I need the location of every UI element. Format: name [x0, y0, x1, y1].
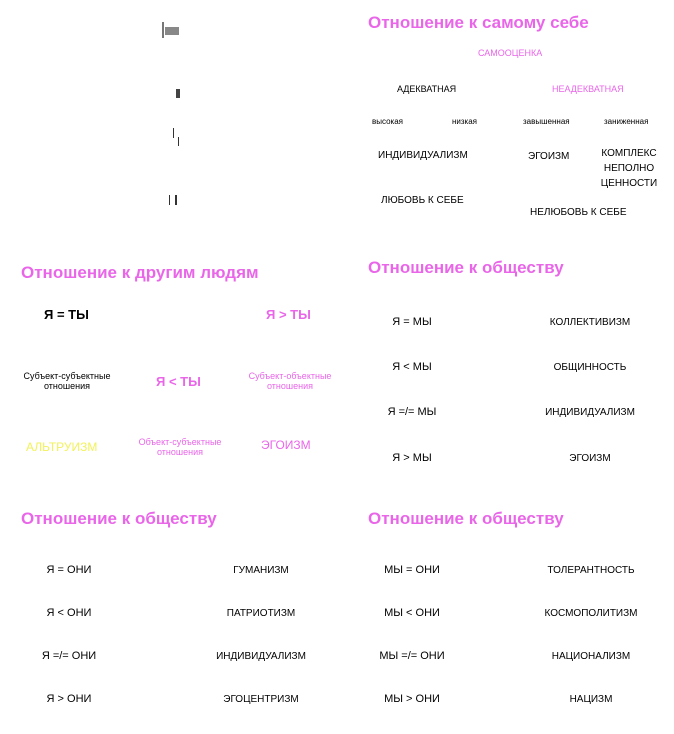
object-subject-line-2: отношения: [156, 447, 203, 457]
inflated-label: завышенная: [523, 117, 570, 126]
society-we-they-rel-4: МЫ > ОНИ: [384, 693, 440, 705]
complex-label: [594, 148, 664, 189]
complex-line-1: КОМПЛЕКС: [601, 148, 657, 159]
society-they-rel-4: Я > ОНИ: [46, 693, 92, 705]
subject-object-relations: [240, 371, 340, 391]
society-they-rel-2: Я < ОНИ: [46, 607, 92, 619]
society-we-they-rel-3: МЫ =/= ОНИ: [379, 650, 445, 662]
self-esteem-label: САМООЦЕНКА: [478, 48, 543, 58]
low-label: низкая: [452, 117, 478, 126]
complex-line-2: НЕПОЛНО: [603, 163, 655, 174]
society-they-rel-1: Я = ОНИ: [46, 564, 92, 576]
mark-7: [175, 195, 177, 205]
altruism-label: АЛЬТРУИЗМ: [26, 440, 98, 454]
self-dislike-label: НЕЛЮБОВЬ К СЕБЕ: [530, 207, 627, 218]
society-we-they-term-1: ТОЛЕРАНТНОСТЬ: [547, 565, 635, 576]
mark-2: [165, 27, 179, 35]
i-greater-you: Я > ТЫ: [266, 307, 311, 322]
society-we-they-term-2: КОСМОПОЛИТИЗМ: [544, 608, 638, 619]
object-subject-line-1: Объект-субъектные: [138, 437, 222, 447]
mark-4: [173, 128, 174, 138]
society-we-rel-3: Я =/= МЫ: [387, 406, 437, 418]
self-relation-title: Отношение к самому себе: [368, 13, 589, 32]
mark-3: [176, 89, 180, 98]
individualism-label: ИНДИВИДУАЛИЗМ: [378, 150, 468, 161]
mark-1: [162, 22, 164, 38]
society-we-term-4: ЭГОИЗМ: [569, 453, 611, 464]
society-we-they-term-3: НАЦИОНАЛИЗМ: [551, 651, 631, 662]
subject-subject-line-2: отношения: [43, 381, 90, 391]
society-they-title: Отношение к обществу: [21, 509, 217, 528]
society-we-they-title: Отношение к обществу: [368, 509, 564, 528]
society-they-term-2: ПАТРИОТИЗМ: [226, 608, 296, 619]
society-we-rel-2: Я < МЫ: [392, 361, 432, 373]
egoism-others-label: ЭГОИЗМ: [261, 438, 311, 452]
i-equals-you: Я = ТЫ: [44, 307, 89, 322]
mark-5: [178, 137, 179, 146]
society-we-term-3: ИНДИВИДУАЛИЗМ: [545, 407, 635, 418]
mark-6: [169, 195, 170, 205]
society-we-they-term-4: НАЦИЗМ: [569, 694, 613, 705]
inadequate-label: НЕАДЕКВАТНАЯ: [552, 84, 624, 94]
society-they-term-4: ЭГОЦЕНТРИЗМ: [223, 694, 299, 705]
adequate-label: АДЕКВАТНАЯ: [397, 84, 457, 94]
society-they-term-3: ИНДИВИДУАЛИЗМ: [216, 651, 306, 662]
self-love-label: ЛЮБОВЬ К СЕБЕ: [381, 195, 464, 206]
i-less-you: Я < ТЫ: [156, 374, 201, 389]
society-we-rel-1: Я = МЫ: [392, 316, 432, 328]
subject-subject-line-1: Субъект-субъектные: [23, 371, 111, 381]
subject-object-line-1: Субъект-объектные: [248, 371, 332, 381]
others-relation-title: Отношение к другим людям: [21, 263, 259, 282]
society-they-term-1: ГУМАНИЗМ: [233, 565, 289, 576]
society-we-rel-4: Я > МЫ: [392, 452, 432, 464]
deflated-label: заниженная: [604, 117, 649, 126]
society-we-term-2: ОБЩИННОСТЬ: [553, 362, 627, 373]
subject-object-line-2: отношения: [266, 381, 313, 391]
subject-subject-relations: [14, 371, 120, 391]
high-label: высокая: [372, 117, 403, 126]
society-we-they-rel-2: МЫ < ОНИ: [384, 607, 440, 619]
society-they-rel-3: Я =/= ОНИ: [41, 650, 97, 662]
complex-line-3: ЦЕННОСТИ: [600, 178, 658, 189]
egoism-label: ЭГОИЗМ: [528, 151, 570, 162]
society-we-term-1: КОЛЛЕКТИВИЗМ: [549, 317, 631, 328]
society-we-title: Отношение к обществу: [368, 258, 564, 277]
object-subject-relations: [131, 437, 229, 457]
society-we-they-rel-1: МЫ = ОНИ: [384, 564, 440, 576]
